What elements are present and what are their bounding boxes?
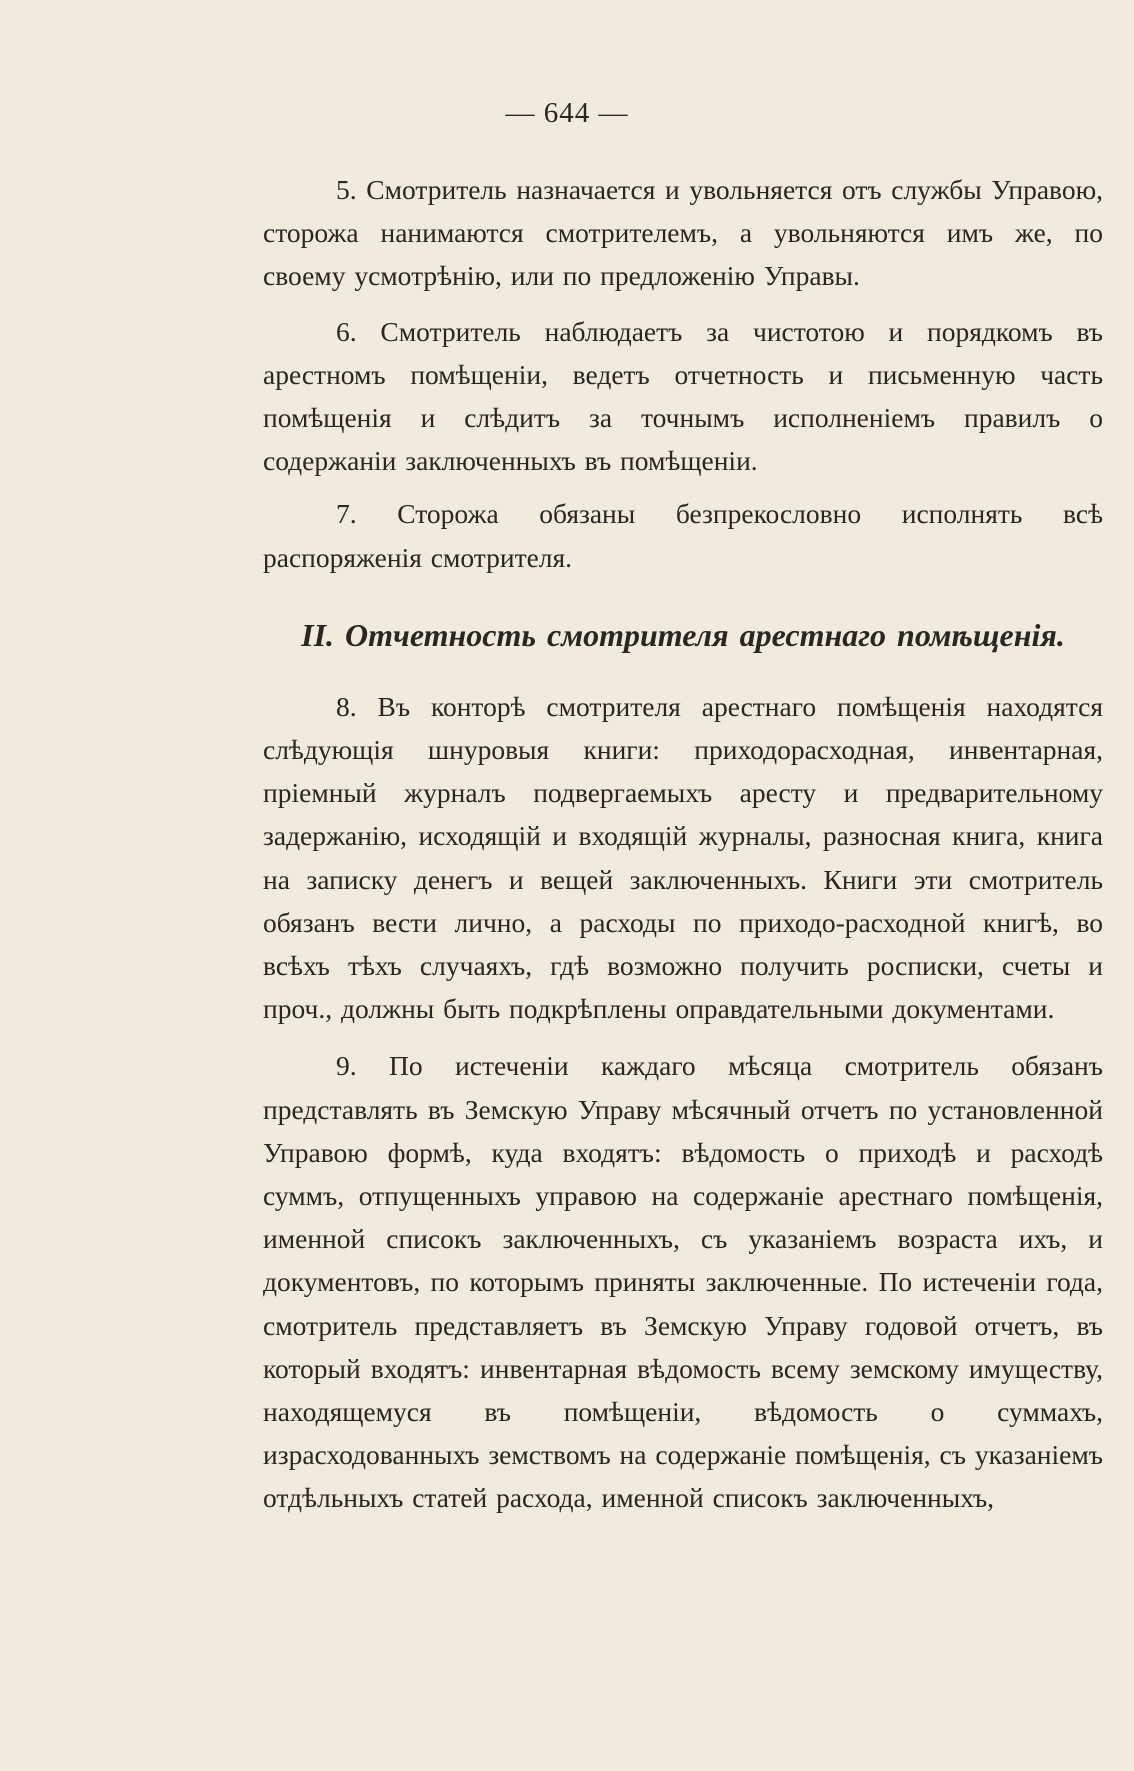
page-number: — 644 —: [505, 97, 629, 129]
paragraph-5: 5. Смотритель назначается и увольняется отъ службы Управою, сторожа нанимаются смотрителемъ, а увольняются имъ же, по своему усмотрѣнію, или по предложенію Управы.: [263, 174, 1103, 292]
paragraph-7: 7. Сторожа обязаны безпрекословно исполнять всѣ распоряженія смотрителя.: [263, 498, 1103, 573]
section-heading: II. Отчетность смотрителя арестнаго помѣщенія.: [301, 616, 1065, 653]
paragraph-6: 6. Смотритель наблюдаетъ за чистотою и порядкомъ въ арестномъ помѣщеніи, ведетъ отчетность и письменную часть помѣщенія и слѣдитъ за точнымъ исполненіемъ правилъ о содержаніи заключенныхъ въ помѣщеніи.: [263, 315, 1103, 477]
body-text: [263, 168, 1103, 1520]
paragraph-9: 9. По истеченіи каждаго мѣсяца смотритель обязанъ представлять въ Земскую Управу мѣсячный отчетъ по установленной Управою формѣ, куда входятъ: вѣдомость о приходѣ и расходѣ суммъ, отпущенныхъ управою на содержаніе арестнаго помѣщенія, именной списокъ заключенныхъ, съ указаніемъ возраста ихъ, и документовъ, по которымъ приняты заключенные. По истеченіи года, смотритель представляетъ въ Земскую Управу годовой отчетъ, въ который входятъ: инвентарная вѣдомость всему земскому имуществу, находящемуся въ помѣщеніи, вѣдомость о суммахъ, израсходованныхъ земствомъ на содержаніе помѣщенія, съ указаніемъ отдѣльныхъ статей расхода, именной списокъ заключенныхъ,: [263, 1050, 1103, 1514]
paragraph-8: 8. Въ конторѣ смотрителя арестнаго помѣщенія находятся слѣдующія шнуровыя книги: приходорасходная, инвентарная, пріемный журналъ подвергаемыхъ аресту и предварительному задержанію, исходящій и входящій журналы, разносная книга, книга на записку денегъ и вещей заключенныхъ. Книги эти смотритель обязанъ вести лично, а расходы по приходо-расходной книгѣ, во всѣхъ тѣхъ случаяхъ, гдѣ возможно получить росписки, счеты и проч., должны быть подкрѣплены оправдательными документами.: [263, 690, 1103, 1025]
